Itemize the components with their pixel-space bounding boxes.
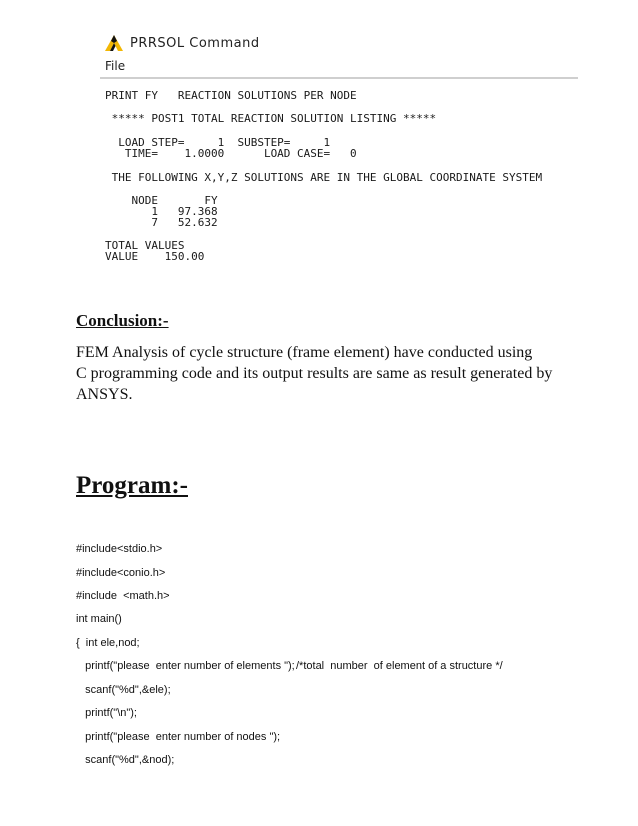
- ansys-logo-icon: [104, 34, 124, 52]
- code-line: #include<conio.h>: [76, 567, 166, 579]
- code-line: #include<stdio.h>: [76, 543, 163, 555]
- conclusion-line: FEM Analysis of cycle structure (frame element) have conducted using: [76, 344, 533, 361]
- code-comment: /*total number of element of a structure */: [296, 660, 503, 672]
- console-line: 7 52.632: [105, 216, 218, 229]
- console-line: TIME= 1.0000 LOAD CASE= 0: [105, 147, 357, 160]
- console-line: THE FOLLOWING X,Y,Z SOLUTIONS ARE IN THE GLOBAL COORDINATE SYSTEM: [105, 171, 543, 184]
- conclusion-paragraph: [76, 342, 576, 405]
- code-line: printf("please enter number of nodes ");: [76, 731, 281, 743]
- console-line: VALUE 150.00: [105, 250, 205, 263]
- conclusion-heading: Conclusion:-: [76, 311, 169, 330]
- console-line: ***** POST1 TOTAL REACTION SOLUTION LISTING *****: [105, 112, 437, 125]
- program-heading: Program:-: [76, 472, 188, 499]
- code-line: scanf("%d",&nod);: [76, 754, 175, 766]
- code-line: printf("please enter number of elements ");: [76, 660, 295, 672]
- window-title: PRRSOL Command: [130, 35, 260, 51]
- console-line: PRINT FY REACTION SOLUTIONS PER NODE: [105, 89, 357, 102]
- console-output: [105, 88, 575, 263]
- console-line: NODE FY: [105, 194, 218, 207]
- menubar: [100, 59, 578, 79]
- code-line: int main(): [76, 613, 122, 625]
- window-titlebar: [100, 32, 260, 54]
- conclusion-line: C programming code and its output results are same as result generated by: [76, 365, 553, 382]
- console-line: 1 97.368: [105, 205, 218, 218]
- menu-file[interactable]: File: [105, 59, 126, 73]
- code-line: scanf("%d",&ele);: [76, 684, 171, 696]
- console-line: LOAD STEP= 1 SUBSTEP= 1: [105, 136, 331, 149]
- code-line: { int ele,nod;: [76, 637, 140, 649]
- code-line: #include <math.h>: [76, 590, 170, 602]
- ansys-output-window: [100, 28, 578, 278]
- conclusion-line: ANSYS.: [76, 386, 133, 403]
- console-line: TOTAL VALUES: [105, 239, 185, 252]
- code-line: printf("\n");: [76, 707, 137, 719]
